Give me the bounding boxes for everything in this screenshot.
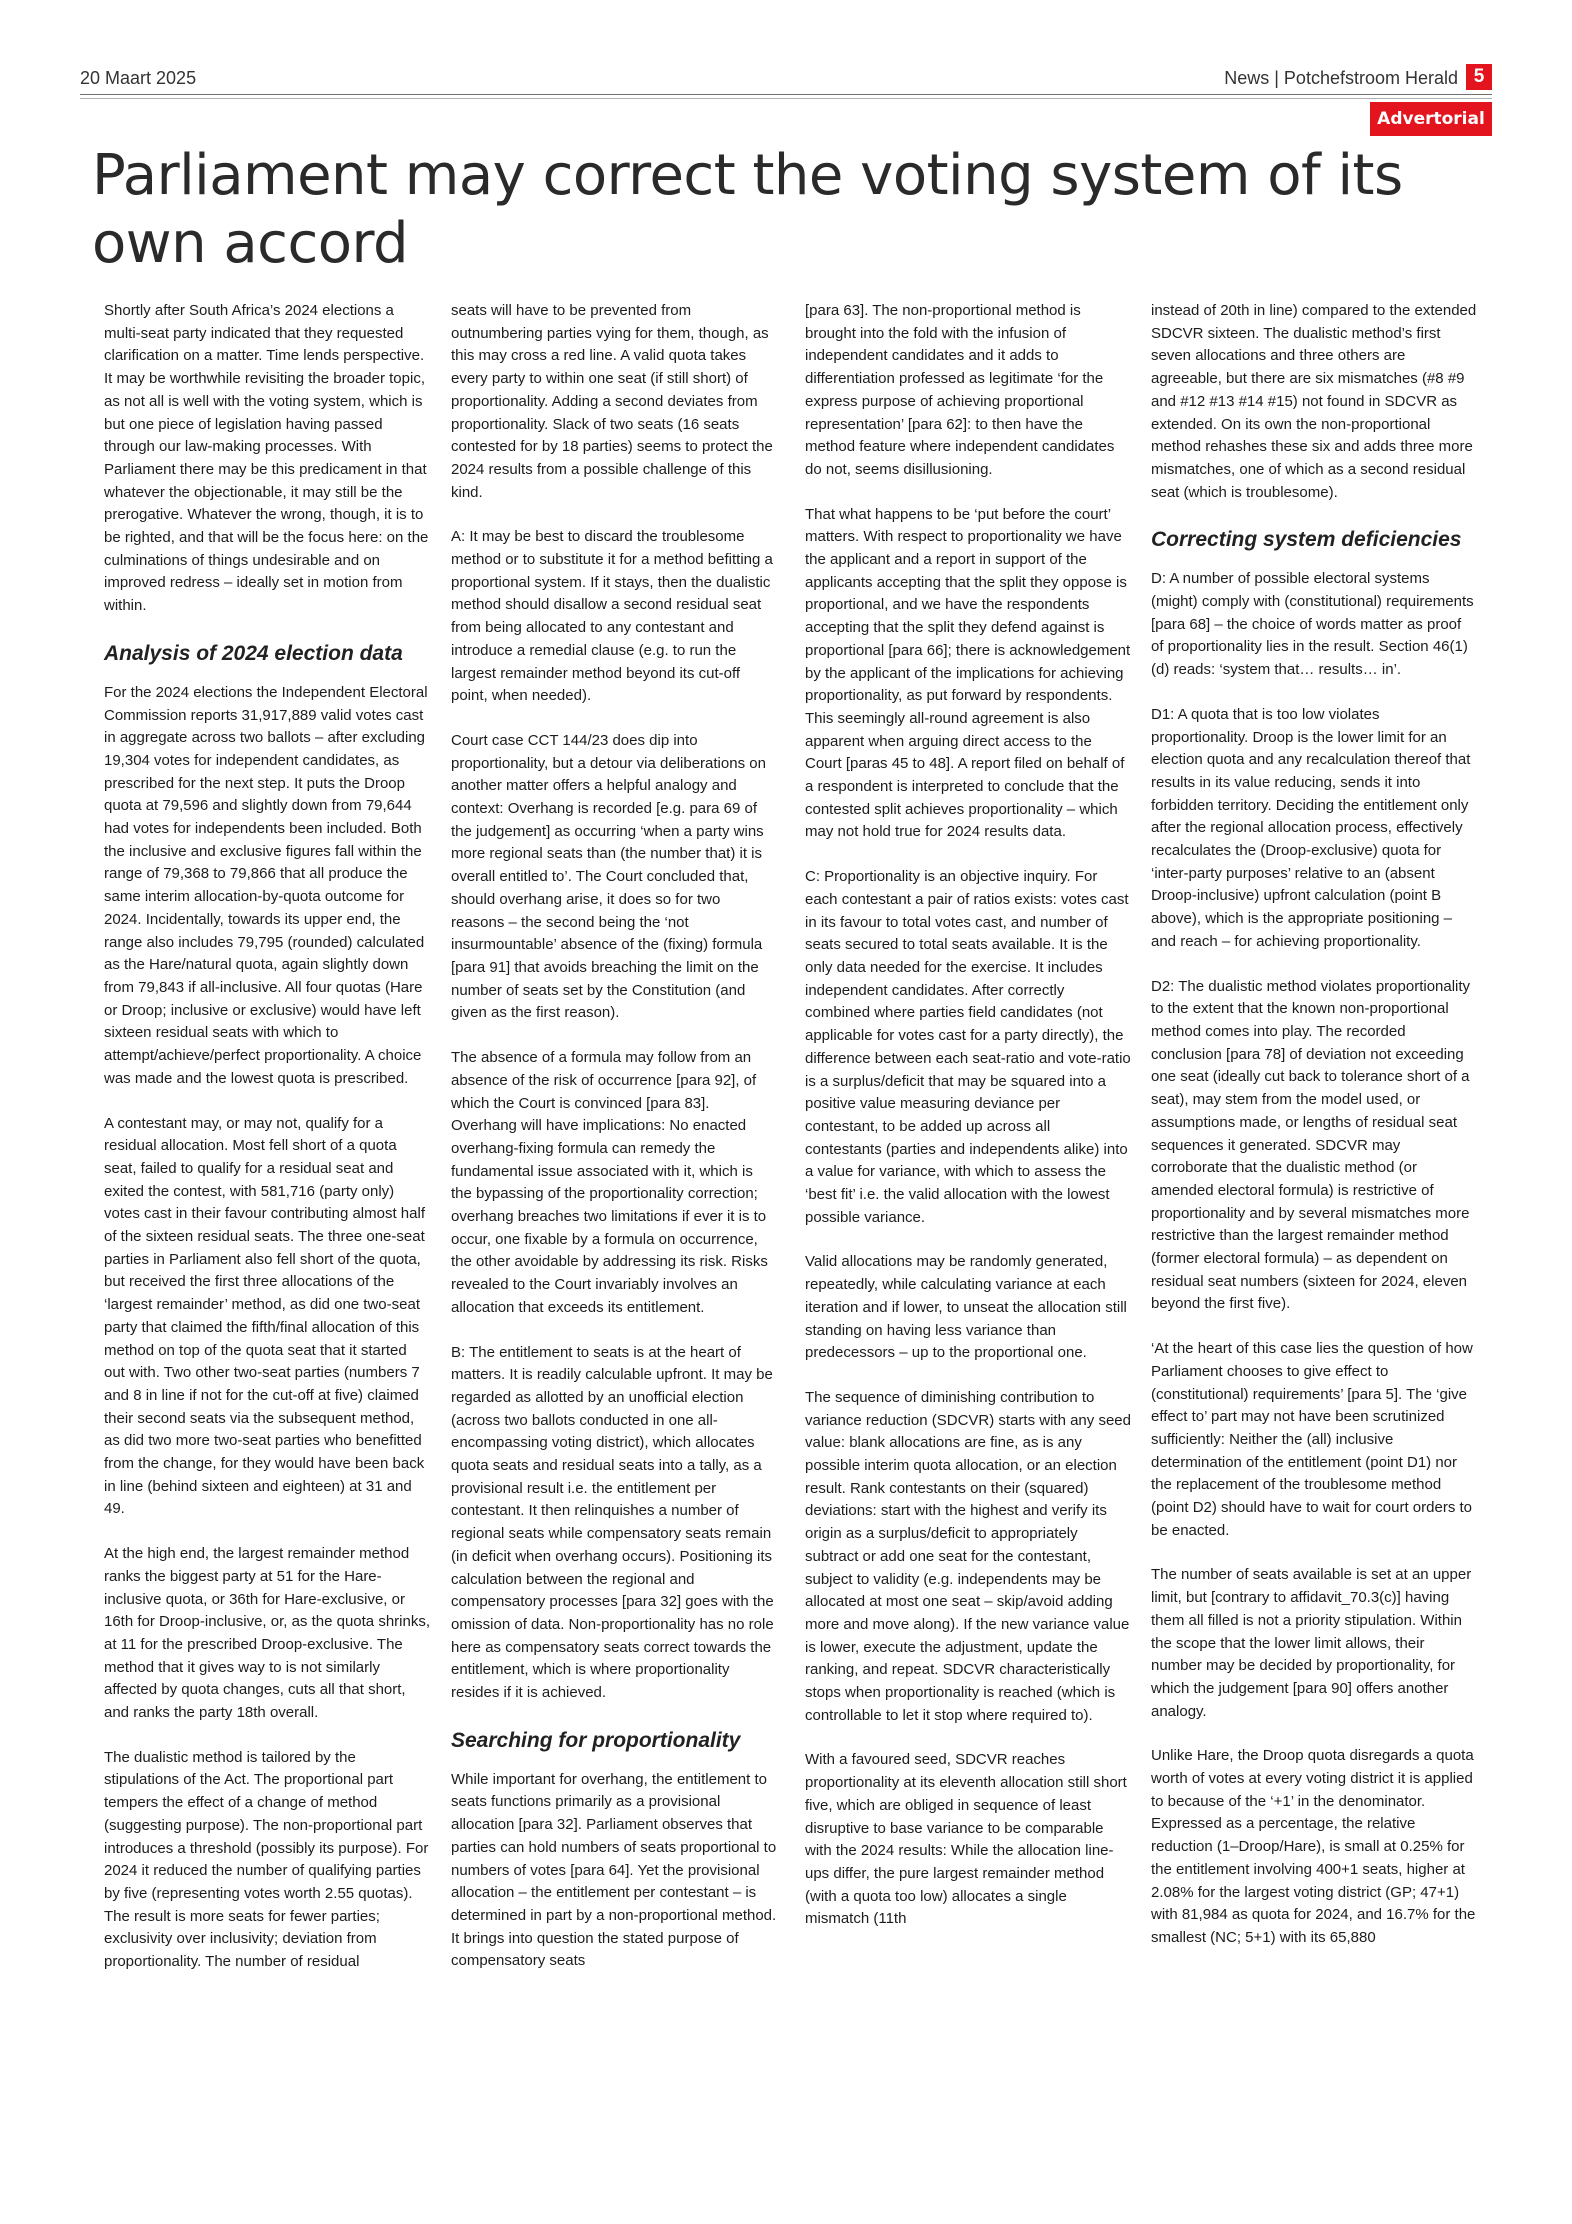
body-paragraph: The number of seats available is set at an upper limit, but [contrary to affidavit_70.3(c)] having them all filled is not a priority stipulation. Within the scope that the lower limit allows, their number may be decided by proportionality, for which the judgement [para 90] offers another analogy. (1151, 1566, 1472, 1720)
body-paragraph: A: It may be best to discard the troublesome method or to substitute it for a method befitting a proportional system. If it stays, then the dualistic method should disallow a second residual seat from being allocated to any contestant and introduce a remedial clause (e.g. to run the largest remainder method beyond its cut-off point, when needed). (451, 528, 773, 705)
body-paragraph: The sequence of diminishing contribution to variance reduction (SDCVR) starts with any seed value: blank allocations are fine, as is any possible interim quota allocation, or an election result. Rank contestants on their (squared) deviations: start with the highest and verify its origin as a surplus/deficit to appropriately subtract or add one seat for the contestant, subject to validity (e.g. independents may be allocated at most one seat – skip/avoid adding more and move along). If the new variance value is lower, execute the adjustment, update the ranking, and repeat. SDCVR characteristically stops when proportionality is reached (which is controllable to let it stop where required to). (805, 1388, 1131, 1724)
body-paragraph: instead of 20th in line) compared to the extended SDCVR sixteen. The dualistic method’s first seven allocations and three others are agreeable, but there are six mismatches (#8 #9 and #12 #13 #14 #15) not found in SDCVR as extended. On its own the non-proportional method rehashes these six and adds three more mismatches, one of which as a second residual seat (which is troublesome). (1151, 302, 1477, 501)
advertorial-badge: Advertorial (1370, 102, 1492, 136)
section-heading: Searching for proportionality (451, 1728, 741, 1752)
body-paragraph: Court case CCT 144/23 does dip into proportionality, but a detour via deliberations on another matter offers a helpful analogy and context: Overhang is recorded [e.g. para 69 of the judgement] as occurring ‘when a party wins more regional seats than (the number that) it is overall entitled to’. The Court concluded that, should overhang arise, it does so for two reasons – the second being the ‘not insurmountable’ absence of the (fixing) formula [para 91] that avoids breaching the limit on the number of seats set by the Constitution (and given as the first reason). (451, 731, 766, 1022)
page-header (80, 64, 1492, 96)
issue-date: 20 Maart 2025 (80, 68, 197, 88)
body-paragraph: With a favoured seed, SDCVR reaches proportionality at its eleventh allocation still short five, which are obliged in sequence of least disruptive to base variance to be comparable with the 2024 results: While the allocation line-ups differ, the pure largest remainder method (with a quota too low) allocates a single mismatch (11th (805, 1751, 1127, 1928)
body-paragraph: That what happens to be ‘put before the court’ matters. With respect to proportionality we have the applicant and a report in support of the applicants accepting that the split they oppose is proportional, and we have the respondents accepting that the split they defend against is proportional [para 66]; there is acknowledgement by the applicant of the implications for achieving proportionality, as put forward by respondents. This seemingly all-round agreement is also apparent when arguing direct access to the Court [paras 45 to 48]. A report filed on behalf of a respondent is interpreted to conclude that the contested split achieves proportionality – which may not hold true for 2024 results data. (805, 505, 1131, 841)
body-paragraph: Valid allocations may be randomly generated, repeatedly, while calculating variance at each iteration and if lower, to unseat the allocation still standing on having less variance than predecessors – up to the proportional one. (805, 1253, 1127, 1362)
article-column-1 (104, 300, 430, 1996)
article-headline: Parliament may correct the voting system of its own accord (92, 143, 1403, 276)
body-paragraph: A contestant may, or may not, qualify for a residual allocation. Most fell short of a quota seat, failed to qualify for a residual seat and exited the contest, with 581,716 (party only) votes cast in their favour contributing almost half of the sixteen residual seats. The three one-seat parties in Parliament also fell short of the quota, but received the first three allocations of the ‘largest remainder’ method, as did one two-seat party that claimed the fifth/final allocation of this method on top of the quota seat that it started out with. Two other two-seat parties (numbers 7 and 8 in line if not for the cut-off at five) claimed their second seats via the subsequent method, as did two more two-seat parties who benefitted from the change, for they would have been back in line (behind sixteen and eighteen) at 31 and 49. (104, 1114, 425, 1518)
section-heading: Correcting system deficiencies (1151, 528, 1462, 552)
body-paragraph: Unlike Hare, the Droop quota disregards a quota worth of votes at every voting district it is applied to because of the ‘+1’ in the denominator. Expressed as a percentage, the relative reduction (1–Droop/Hare), is small at 0.25% for the entitlement involving 400+1 seats, higher at 2.08% for the largest voting district (GP; 47+1) with 81,984 as quota for 2024, and 16.7% for the smallest (NC; 5+1) with its 65,880 (1151, 1747, 1476, 1946)
body-paragraph: C: Proportionality is an objective inquiry. For each contestant a pair of ratios exists: votes cast in its favour to total votes cast, and number of seats secured to total seats available. It is the only data needed for the exercise. It includes independent candidates. After correctly combined where parties field candidates (not applicable for votes cast for a party directly), the difference between each seat-ratio and vote-ratio is a surplus/deficit that may be squared into a positive value measuring deviance per contestant, to be added up across all contestants (parties and independents alike) into a value for variance, with which to assess the ‘best fit’ i.e. the valid allocation with the lowest possible variance. (805, 868, 1131, 1226)
body-paragraph: ‘At the heart of this case lies the question of how Parliament chooses to give effect to (constitutional) requirements’ [para 5]. The ‘give effect to’ part may not have been scrutinized sufficiently: Neither the (all) inclusive determination of the entitlement (point D1) nor the replacement of the troublesome method (point D2) should have to wait for court orders to be enacted. (1151, 1340, 1473, 1539)
section-heading: Analysis of 2024 election data (104, 641, 403, 665)
body-paragraph: The absence of a formula may follow from an absence of the risk of occurrence [para 92], of which the Court is convinced [para 83]. Overhang will have implications: No enacted overhang-fixing formula can remedy the fundamental issue associated with it, which is the bypassing of the proportionality correction; overhang breaches two limitations if ever it is to occur, one fixable by a formula on occurrence, the other avoidable by addressing its risk. Risks revealed to the Court invariably involves an allocation that exceeds its entitlement. (451, 1049, 768, 1316)
section-and-publication: News | Potchefstroom Herald (1224, 68, 1458, 88)
article-column-2 (451, 300, 777, 1995)
body-paragraph: The dualistic method is tailored by the stipulations of the Act. The proportional part tempers the effect of a change of method (suggesting purpose). The non-proportional part introduces a threshold (possibly its purpose). For 2024 it reduced the number of qualifying parties by five (representing votes worth 2.55 quotas). The result is more seats for fewer parties; exclusivity over inclusivity; deviation from proportionality. The number of residual (104, 1748, 429, 1971)
article-column-4 (1151, 300, 1477, 1972)
body-paragraph: While important for overhang, the entitlement to seats functions primarily as a provisional allocation [para 32]. Parliament observes that parties can hold numbers of seats proportional to numbers of votes [para 64]. Yet the provisional allocation – the entitlement per contestant – is determined in part by a non-proportional method. It brings into question the stated purpose of compensatory seats (451, 1770, 777, 1970)
body-paragraph: Shortly after South Africa’s 2024 elections a multi-seat party indicated that they requested clarification on a matter. Time lends perspective. It may be worthwhile revisiting the broader topic, as not all is well with the voting system, which is but one piece of legislation having passed through our law-making processes. With Parliament there may be this predicament in that whatever the objectionable, it may still be the prerogative. Whatever the wrong, though, it is to be righted, and that will be the focus here: on the culminations of things undesirable and on improved redress – ideally set in motion from within. (104, 302, 429, 615)
body-paragraph: D1: A quota that is too low violates proportionality. Droop is the lower limit for an election quota and any recalculation thereof that results in its value reducing, sends it into forbidden territory. Deciding the entitlement only after the regional allocation process, effectively recalculates the (Droop-exclusive) quota for ‘inter-party purposes’ relative to an (absent Droop-inclusive) upfront calculation (point B above), which is the appropriate positioning – and reach – for achieving proportionality. (1151, 705, 1471, 950)
body-paragraph: At the high end, the largest remainder method ranks the biggest party at 51 for the Hare-inclusive quota, or 36th for Hare-exclusive, or 16th for Droop-inclusive, or, as the quota shrinks, at 11 for the prescribed Droop-exclusive. The method that it gives way to is not similarly affected by quota changes, cuts all that short, and ranks the party 18th overall. (104, 1545, 431, 1722)
body-paragraph: B: The entitlement to seats is at the heart of matters. It is readily calculable upfront. It may be regarded as allotted by an unofficial election (across two ballots conducted in one all-encompassing voting district), which allocates quota seats and residual seats into a tally, as a provisional result i.e. the entitlement per contestant. It then relinquishes a number of regional seats while compensatory seats remain (in deficit when overhang occurs). Positioning its calculation between the regional and compensatory processes [para 32] goes with the omission of data. Non-proportionality has no role here as compensatory seats correct towards the entitlement, which is where proportionality resides if it is achieved. (451, 1343, 774, 1702)
header-rule-secondary (80, 98, 1492, 99)
body-paragraph: seats will have to be prevented from outnumbering parties vying for them, though, as this may cross a red line. A valid quota takes every party to within one seat (if still short) of proportionality. Adding a second deviates from proportionality. Slack of two seats (16 seats contested for by 18 parties) seems to protect the 2024 results from a possible challenge of this kind. (451, 302, 773, 501)
header-rule (80, 94, 1492, 95)
body-paragraph: D2: The dualistic method violates proportionality to the extent that the known non-proportional method comes into play. The recorded conclusion [para 78] of deviation not exceeding one seat (ideally cut back to tolerance short of a seat), may stem from the model used, or assumptions made, or lengths of residual seat sequences it generated. SDCVR may corroborate that the dualistic method (or amended electoral formula) is restrictive of proportionality and by several mismatches more restrictive than the largest remainder method (former electoral formula) – as dependent on residual seat numbers (sixteen for 2024, eleven beyond the first five). (1151, 977, 1471, 1313)
page-number: 5 (1466, 64, 1492, 90)
body-paragraph: D: A number of possible electoral systems (might) comply with (constitutional) requirements [para 68] – the choice of words matter as proof of proportionality lies in the result. Section 46(1)(d) reads: ‘system that… results… in’. (1151, 570, 1474, 679)
article-column-3 (805, 300, 1131, 1953)
body-paragraph: [para 63]. The non-proportional method is brought into the fold with the infusion of independent candidates and it adds to differentiation professed as legitimate ‘for the express purpose of achieving proportional representation’ [para 62]: to then have the method feature where independent candidates do not, seems disillusioning. (805, 302, 1115, 478)
body-paragraph: For the 2024 elections the Independent Electoral Commission reports 31,917,889 valid votes cast in aggregate across two ballots – after excluding 19,304 votes for independent candidates, as prescribed for the next step. It puts the Droop quota at 79,596 and slightly down from 79,644 had votes for independents been included. Both the inclusive and exclusive figures fall within the range of 79,368 to 79,866 that all produce the same interim allocation-by-quota outcome for 2024. Incidentally, towards its upper end, the range also includes 79,795 (rounded) calculated as the Hare/natural quota, again slightly down from 79,843 if all-inclusive. All four quotas (Hare or Droop; inclusive or exclusive) would have left sixteen residual seats with which to attempt/achieve/perfect proportionality. A choice was made and the lowest quota is prescribed. (104, 683, 428, 1087)
